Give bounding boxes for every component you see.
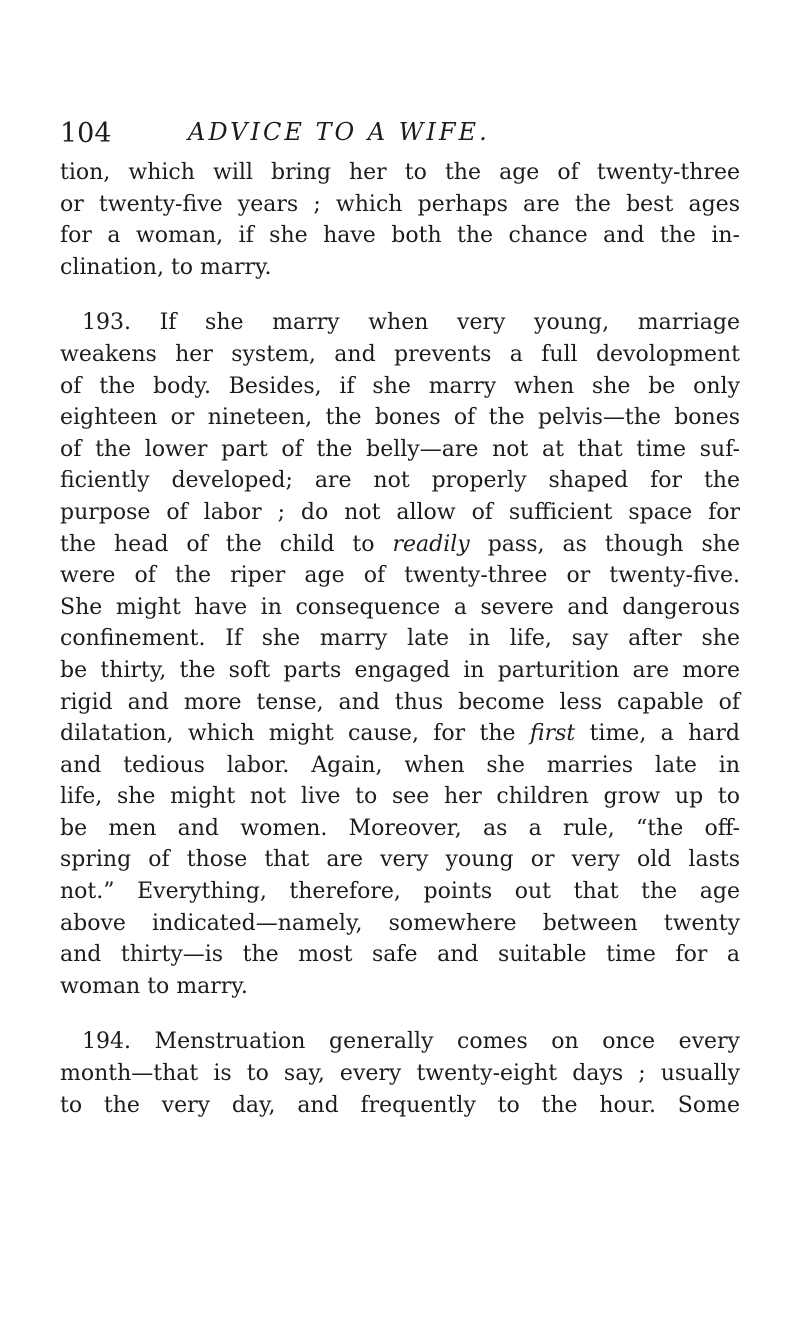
running-title: ADVICE TO A WIFE. [188,118,490,146]
text-line: be thirty, the soft parts engaged in parturition are more [60,657,740,683]
paragraph-continuation [60,157,740,283]
paragraph-193 [60,307,740,1002]
text-line: weakens her system, and prevents a full devolopment [60,341,740,367]
text-line: clination, to marry. [60,254,272,280]
text-line: month—that is to say, every twenty-eight days ; usually [60,1061,740,1087]
text-segment: dilatation, which might cause, for the [60,721,530,747]
italic-word: first [529,721,576,747]
text-line: to the very day, and frequently to the hour. Some [60,1092,740,1118]
text-segment: pass, as though she [469,531,740,557]
text-line: She might have in consequence a severe and dangerous [60,594,740,620]
italic-word: readily [392,531,470,557]
text-line: or twenty-five years ; which perhaps are the best ages [60,191,740,217]
text-line: of the body. Besides, if she marry when she be only [60,373,740,399]
text-segment: the head of the child to [60,531,393,557]
text-line: be men and women. Moreover, as a rule, “the off- [60,815,740,841]
text-line: spring of those that are very young or very old lasts [60,847,740,873]
text-line: 193. If she marry when very young, marriage [82,310,740,336]
text-line: purpose of labor ; do not allow of sufficient space for [60,499,740,525]
text-line: 194. Menstruation generally comes on once every [82,1029,740,1055]
text-line: and tedious labor. Again, when she marries late in [60,752,740,778]
text-line: and thirty—is the most safe and suitable time for a [60,942,740,968]
text-line: woman to marry. [60,973,248,999]
paragraph-194 [60,1026,740,1121]
text-line: life, she might not live to see her children grow up to [60,784,740,810]
text-line: eighteen or nineteen, the bones of the pelvis—the bones [60,405,740,431]
text-line: confinement. If she marry late in life, say after she [60,626,740,652]
text-line: for a woman, if she have both the chance and the in- [60,223,740,249]
text-line: rigid and more tense, and thus become less capable of [60,689,740,715]
page-number: 104 [60,118,112,149]
text-line: not.” Everything, therefore, points out that the age [60,879,740,905]
text-segment: time, a hard [575,721,740,747]
page-header [60,118,740,152]
text-line: tion, which will bring her to the age of twenty-three [60,160,740,185]
text-line [60,718,740,750]
text-line: above indicated—namely, somewhere between twenty [60,910,740,936]
text-line [60,529,740,561]
text-line: were of the riper age of twenty-three or twenty-five. [60,563,740,589]
text-line: of the lower part of the belly—are not at that time suf- [60,436,740,462]
body-text [60,157,740,1121]
text-line: ficiently developed; are not properly shaped for the [60,468,740,494]
